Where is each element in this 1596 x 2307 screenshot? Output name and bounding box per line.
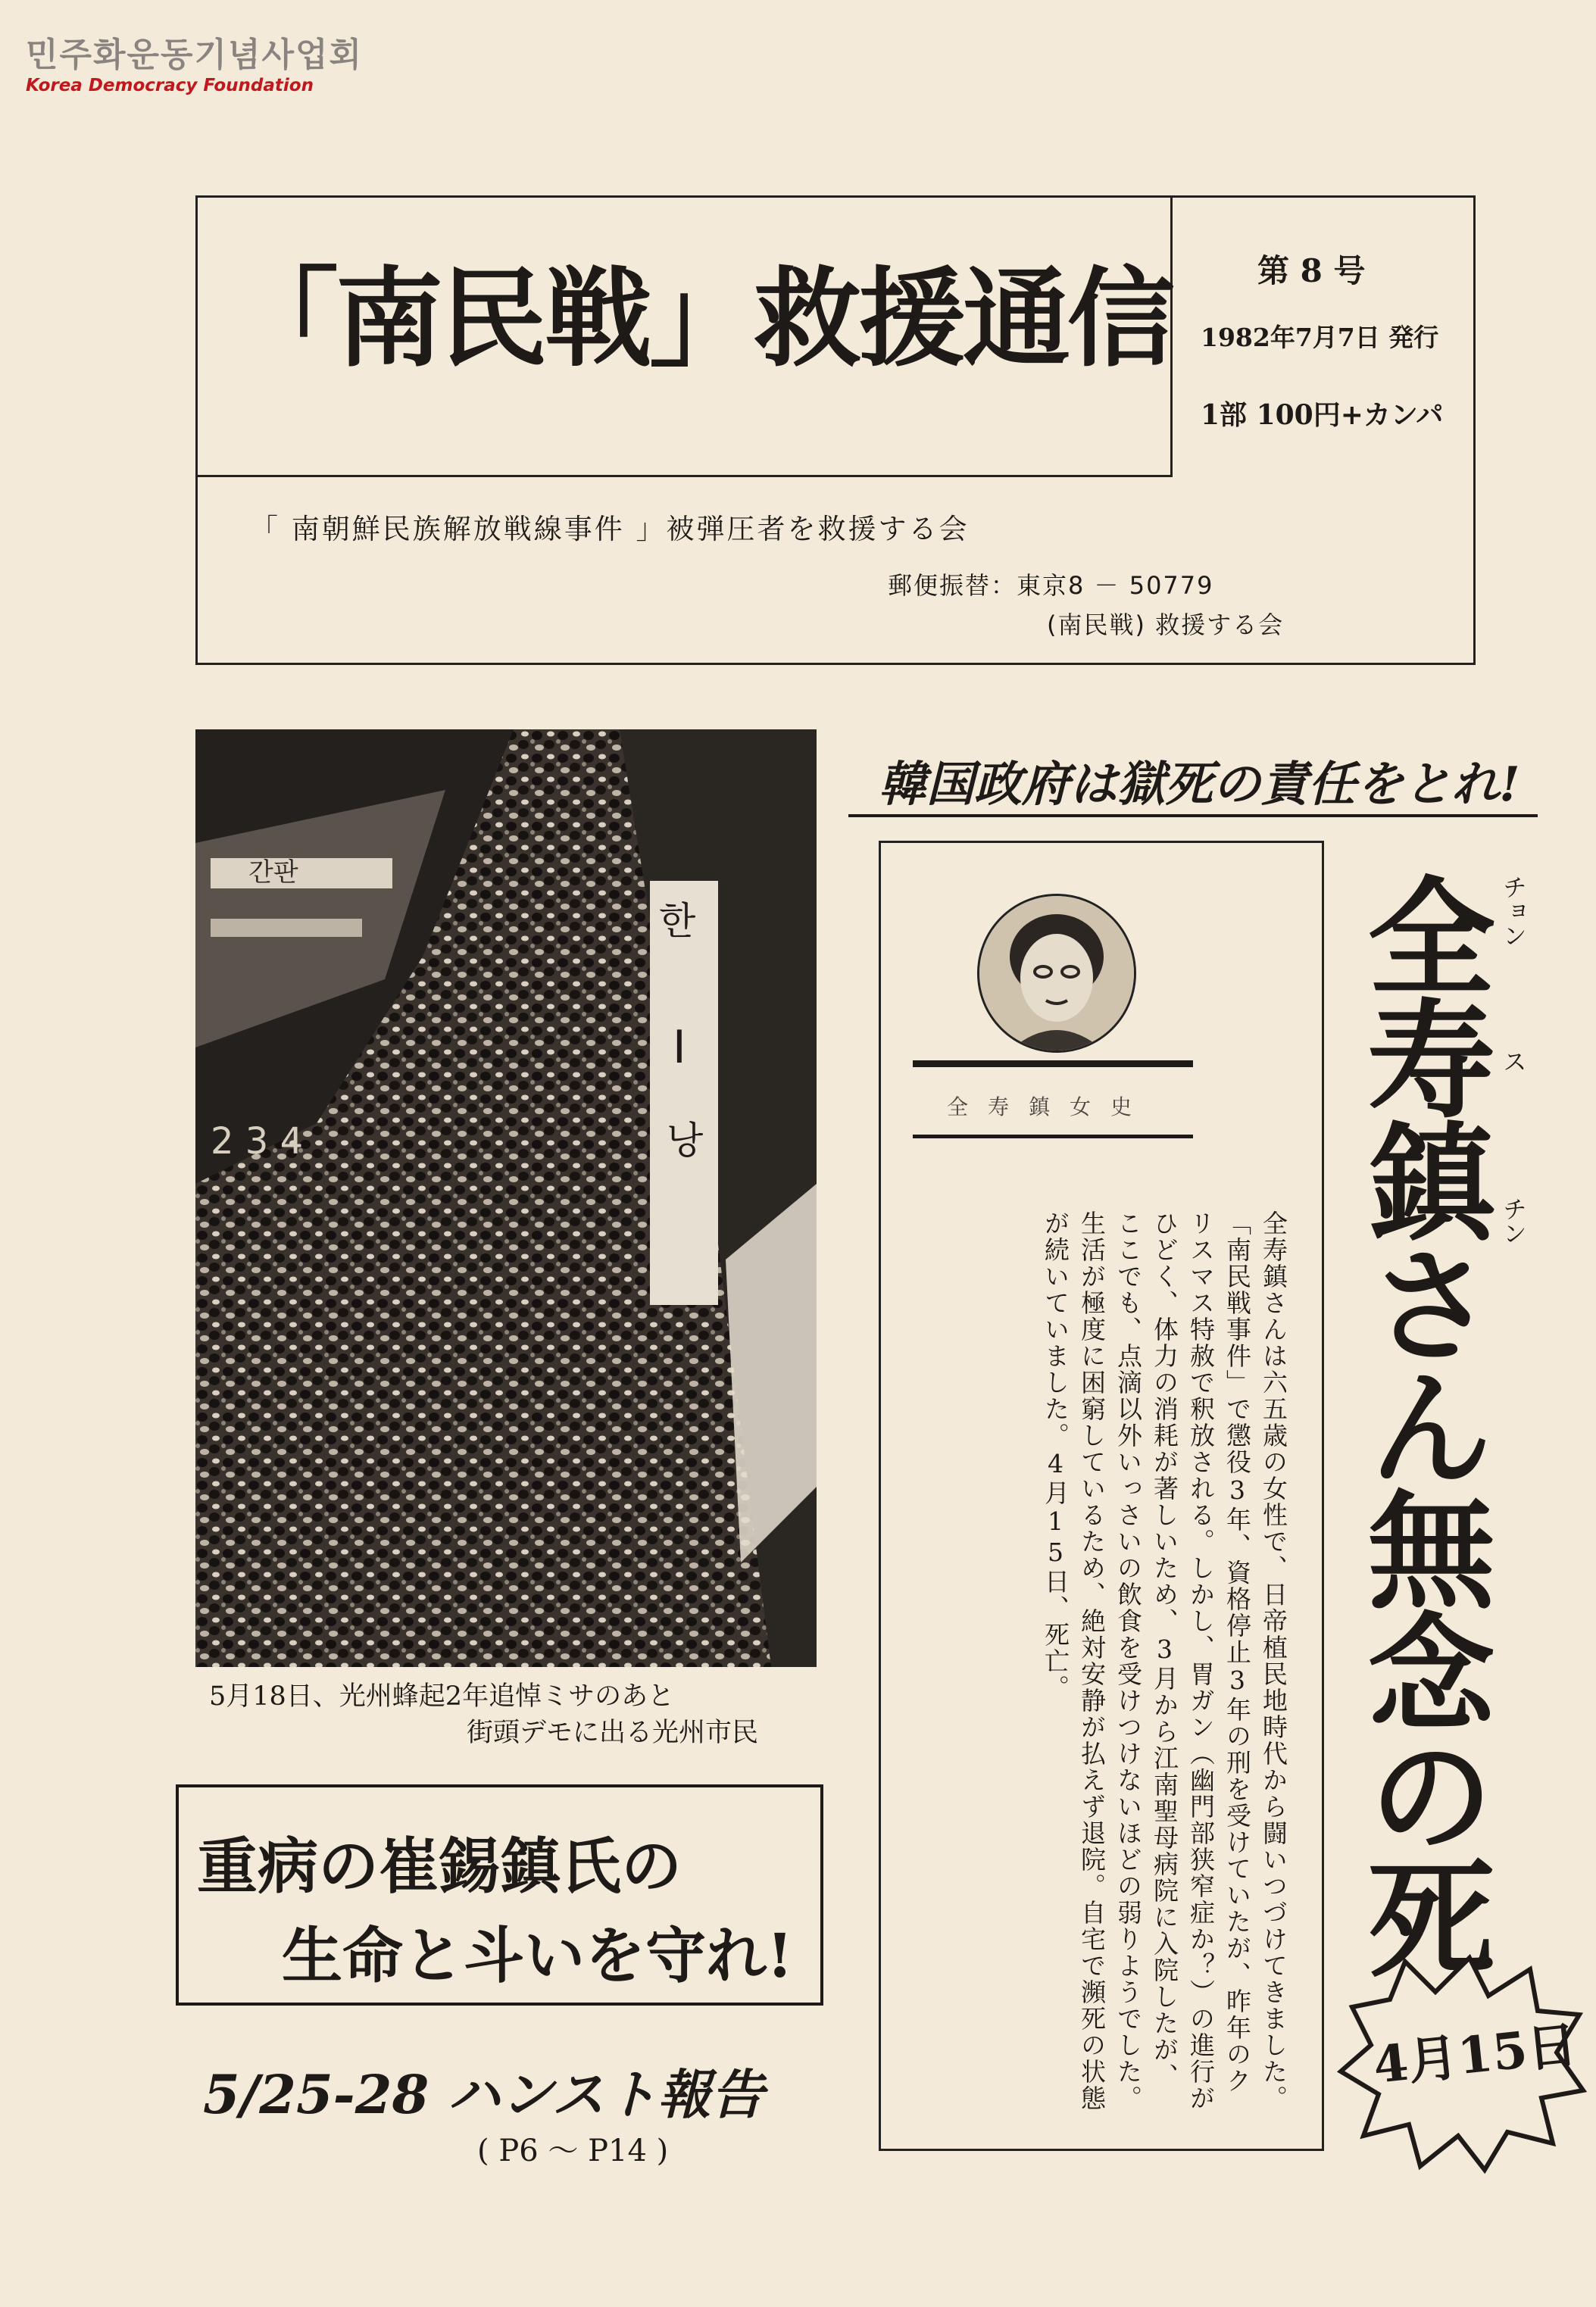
- headline-ruby-3: チン: [1499, 1197, 1528, 1245]
- banner-underline: [848, 814, 1538, 817]
- portrait-rule-bottom: [913, 1135, 1193, 1138]
- photo-caption-line2: 街頭デモに出る光州市民: [467, 1718, 759, 1748]
- hunger-strike-report-title: 5/25-28 ハンスト報告: [203, 2063, 764, 2126]
- article-body: 全寿鎮さんは六五歳の女性で、日帝植民地時代から闘いつづけてきました。「南民戦事件」で懲役3年、資格停止3年の刑を受けていたが、昨年のクリスマス特赦で釈放される。しかし、胃ガン（幽門部狭窄症か？）の進行がひどく、体力の消耗が著しいため、3月から江南聖母病院に入院したが、ここでも、点滴以外いっさいの飲食を受けつけないほどの弱りようでした。生活が極度に困窮しているため、絶対安静が払えず退院。自宅で瀕死の状態が続いていました。4月15日、死亡。: [1041, 1210, 1288, 2112]
- portrait-photo: [977, 894, 1136, 1053]
- postal-account: 郵便振替：東京8 － 50779: [888, 571, 1214, 600]
- article-banner: 韓国政府は獄死の責任をとれ!: [879, 756, 1520, 812]
- hunger-strike-report-pages: ( P6 ～ P14 ): [477, 2134, 669, 2168]
- article-headline: 全寿鎮さん無念の死: [1347, 871, 1498, 1975]
- portrait-image: [979, 896, 1134, 1050]
- issue-date: 1982年7月7日 発行: [1201, 323, 1439, 352]
- headline-ruby-1: チョン: [1499, 875, 1528, 947]
- issue-price: 1部 100円+カンパ: [1201, 399, 1444, 431]
- portrait-rule-top: [913, 1060, 1193, 1067]
- photo-caption-line1: 5月18日、光州蜂起2年追悼ミサのあと: [209, 1681, 675, 1712]
- svg-text:간판: 간판: [248, 857, 298, 888]
- death-date: 4月15日: [1370, 2015, 1580, 2095]
- svg-text:I: I: [673, 1021, 686, 1074]
- hunger-strike-heading-line2: 生命と斗いを守れ!: [282, 1920, 794, 1991]
- hunger-strike-heading-line1: 重病の崔錫鎮氏の: [197, 1831, 682, 1902]
- watermark-korean: 민주화운동기념사업회: [26, 36, 364, 74]
- watermark-english: Korea Democracy Foundation: [26, 76, 314, 95]
- organization-name: 「 南朝鮮民族解放戦線事件 」被弾圧者を救援する会: [250, 513, 970, 545]
- svg-text:2 3 4: 2 3 4: [211, 1120, 304, 1163]
- postal-account-name: (南民戦) 救援する会: [1047, 610, 1285, 639]
- headline-ruby-2: ス: [1499, 1049, 1528, 1073]
- portrait-caption: 全寿鎮女史: [947, 1094, 1152, 1119]
- svg-text:낭: 낭: [667, 1119, 704, 1163]
- issue-number: 第 8 号: [1257, 252, 1366, 289]
- newsletter-title: 「南民戦」救援通信: [231, 256, 1172, 382]
- crowd-photo: [195, 729, 817, 1667]
- svg-text:한: 한: [659, 899, 696, 943]
- crowd-photo-image: [195, 729, 817, 1667]
